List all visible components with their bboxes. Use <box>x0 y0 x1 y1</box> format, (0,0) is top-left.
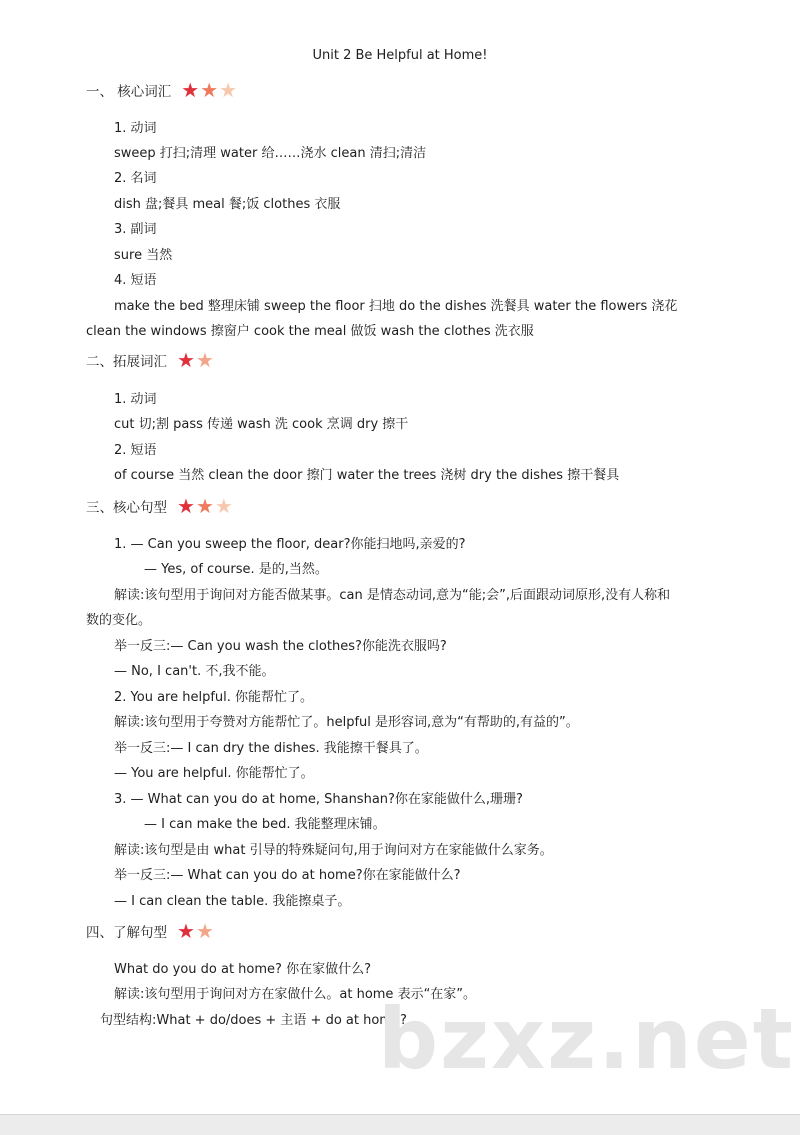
watermark: bzxz.net <box>378 990 795 1088</box>
text-line: cut 切;割 pass 传递 wash 洗 cook 烹调 dry 擦干 <box>114 417 409 432</box>
text-line: 1. — Can you sweep the floor, dear?你能扫地吗,亲爱的? <box>114 537 466 552</box>
text-line: 数的变化。 <box>86 613 152 628</box>
text-line: 举一反三:— What can you do at home?你在家能做什么? <box>114 868 461 883</box>
section-heading-core-vocabulary <box>86 80 238 100</box>
section-heading-core-sentences <box>86 496 234 516</box>
section-heading-understand-sentences <box>86 921 215 941</box>
star-icon: ★ <box>214 494 233 518</box>
text-line: 解读:该句型是由 what 引导的特殊疑问句,用于询问对方在家能做什么家务。 <box>114 843 553 858</box>
text-line: of course 当然 clean the door 擦门 water the trees 浇树 dry the dishes 擦干餐具 <box>114 468 620 483</box>
star-icon: ★ <box>177 494 195 518</box>
star-rating <box>177 496 234 516</box>
text-line: 1. 动词 <box>114 121 157 136</box>
text-line: 句型结构:What + do/does + 主语 + do at home? <box>100 1013 407 1028</box>
text-line: 4. 短语 <box>114 273 157 288</box>
star-icon: ★ <box>177 919 195 943</box>
text-line: — Yes, of course. 是的,当然。 <box>144 562 328 577</box>
text-line: — No, I can't. 不,我不能。 <box>114 664 275 679</box>
star-icon: ★ <box>200 78 219 102</box>
star-rating <box>177 921 215 941</box>
section-heading-text: 一、 核心词汇 <box>86 84 172 100</box>
text-line: 2. You are helpful. 你能帮忙了。 <box>114 690 314 705</box>
text-line: 3. — What can you do at home, Shanshan?你在家能做什么,珊珊? <box>114 792 523 807</box>
text-line: 解读:该句型用于夸赞对方能帮忙了。helpful 是形容词,意为“有帮助的,有益的”。 <box>114 715 579 730</box>
text-line: What do you do at home? 你在家做什么? <box>114 962 371 977</box>
star-rating <box>177 350 215 370</box>
text-line: dish 盘;餐具 meal 餐;饭 clothes 衣服 <box>114 197 341 212</box>
text-line: 解读:该句型用于询问对方能否做某事。can 是情态动词,意为“能;会”,后面跟动词原形,没有人称和 <box>114 588 671 603</box>
viewer-bottom-bar <box>0 1114 800 1135</box>
page-title: Unit 2 Be Helpful at Home! <box>312 48 488 63</box>
section-heading-text: 三、核心句型 <box>86 500 167 516</box>
star-icon: ★ <box>177 348 195 372</box>
text-line: 2. 名词 <box>114 171 157 186</box>
star-icon: ★ <box>195 348 214 372</box>
star-rating <box>181 80 238 100</box>
text-line: — You are helpful. 你能帮忙了。 <box>114 766 314 781</box>
text-line: sure 当然 <box>114 248 173 263</box>
text-line: make the bed 整理床铺 sweep the floor 扫地 do the dishes 洗餐具 water the flowers 浇花 <box>114 299 678 314</box>
text-line: 1. 动词 <box>114 392 157 407</box>
text-line: — I can make the bed. 我能整理床铺。 <box>144 817 386 832</box>
star-icon: ★ <box>195 919 214 943</box>
star-icon: ★ <box>195 494 214 518</box>
text-line: sweep 打扫;清理 water 给……浇水 clean 清扫;清洁 <box>114 146 427 161</box>
text-line: — I can clean the table. 我能擦桌子。 <box>114 894 351 909</box>
text-line: 解读:该句型用于询问对方在家做什么。at home 表示“在家”。 <box>114 987 477 1002</box>
section-heading-text: 四、了解句型 <box>86 925 167 941</box>
section-heading-text: 二、拓展词汇 <box>86 354 167 370</box>
section-heading-extended-vocabulary <box>86 350 215 370</box>
text-line: 2. 短语 <box>114 443 157 458</box>
text-line: clean the windows 擦窗户 cook the meal 做饭 wash the clothes 洗衣服 <box>86 324 534 339</box>
star-icon: ★ <box>219 78 238 102</box>
star-icon: ★ <box>181 78 200 102</box>
text-line: 3. 副词 <box>114 222 157 237</box>
text-line: 举一反三:— Can you wash the clothes?你能洗衣服吗? <box>114 639 447 654</box>
text-line: 举一反三:— I can dry the dishes. 我能擦干餐具了。 <box>114 741 428 756</box>
